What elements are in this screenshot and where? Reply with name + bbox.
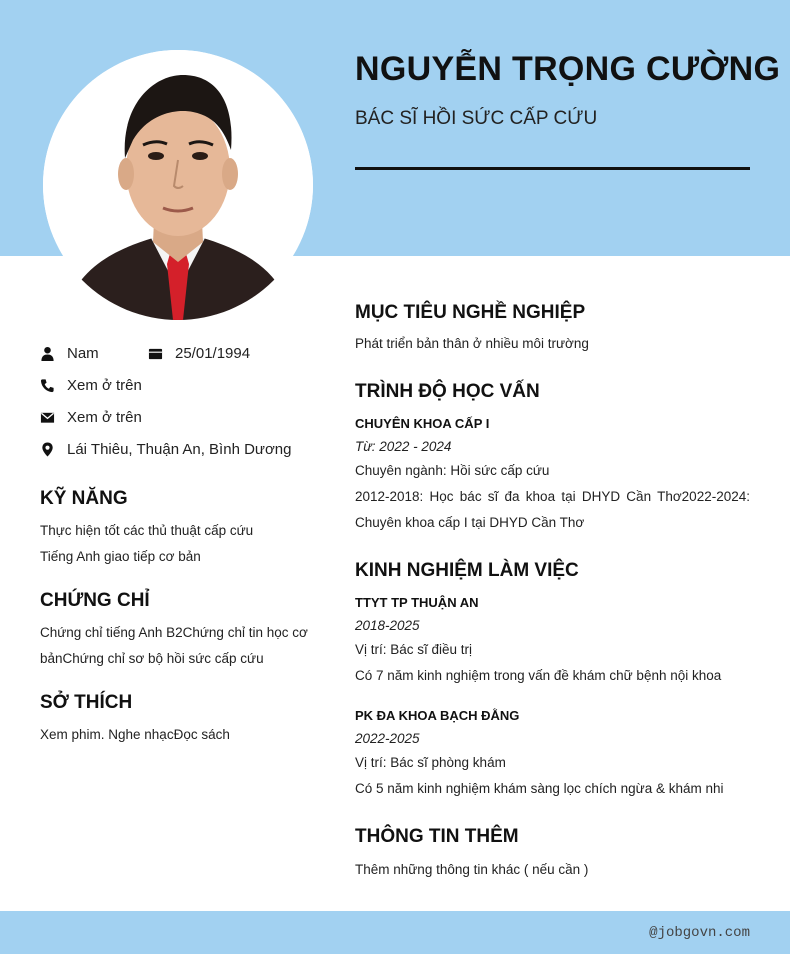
email-value: Xem ở trên <box>67 408 142 426</box>
gender-value: Nam <box>67 344 99 362</box>
hobbies-heading: SỞ THÍCH <box>40 692 133 713</box>
additional-info-heading: THÔNG TIN THÊM <box>355 826 519 847</box>
job-org: PK ĐA KHOA BẠCH ĐẰNG <box>355 708 520 723</box>
title-divider <box>355 167 750 170</box>
additional-info-text: Thêm những thông tin khác ( nếu cần ) <box>355 862 589 877</box>
skill-item: Tiếng Anh giao tiếp cơ bản <box>40 549 201 564</box>
location-pin-icon <box>40 442 55 457</box>
job-description: Có 7 năm kinh nghiệm trong vấn đề khám chữ bệnh nội khoa <box>355 668 722 683</box>
info-row-gender-birthdate <box>40 343 250 363</box>
objective-text: Phát triển bản thân ở nhiều môi trường <box>355 336 589 351</box>
education-heading: TRÌNH ĐỘ HỌC VẤN <box>355 381 540 402</box>
objective-heading: MỤC TIÊU NGHỀ NGHIỆP <box>355 302 586 323</box>
job-period: 2018-2025 <box>355 618 420 633</box>
info-row-email <box>40 407 142 427</box>
education-period: Từ: 2022 - 2024 <box>355 439 452 454</box>
certificates-text: Chứng chỉ tiếng Anh B2Chứng chỉ tin học cơ bảnChứng chỉ sơ bộ hồi sức cấp cứu <box>40 625 308 666</box>
certificates-heading: CHỨNG CHỈ <box>40 590 150 611</box>
job-position: Vị trí: Bác sĩ điều trị <box>355 642 473 657</box>
skills-heading: KỸ NĂNG <box>40 488 128 509</box>
education-major: Chuyên ngành: Hồi sức cấp cứu <box>355 463 550 478</box>
mail-icon <box>40 410 55 425</box>
portrait-image <box>43 50 313 320</box>
phone-value: Xem ở trên <box>67 376 142 394</box>
job-title: BÁC SĨ HỒI SỨC CẤP CỨU <box>355 108 598 129</box>
education-degree: CHUYÊN KHOA CẤP I <box>355 416 490 431</box>
footer-brand: @jobgovn.com <box>649 925 750 941</box>
job-org: TTYT TP THUẬN AN <box>355 595 479 610</box>
education-details: 2012-2018: Học bác sĩ đa khoa tại DHYD Cần Thơ2022-2024: Chuyên khoa cấp I tại DHYD Cần Thơ <box>355 489 750 530</box>
candidate-name: NGUYỄN TRỌNG CƯỜNG <box>355 50 781 88</box>
info-row-address <box>40 439 291 459</box>
experience-heading: KINH NGHIỆM LÀM VIỆC <box>355 560 579 581</box>
job-description: Có 5 năm kinh nghiệm khám sàng lọc chích ngừa & khám nhi <box>355 781 724 796</box>
birthdate-value: 25/01/1994 <box>175 344 251 362</box>
phone-icon <box>40 378 55 393</box>
job-period: 2022-2025 <box>355 731 420 746</box>
address-value: Lái Thiêu, Thuận An, Bình Dương <box>67 440 292 458</box>
skill-item: Thực hiện tốt các thủ thuật cấp cứu <box>40 523 254 538</box>
info-row-phone <box>40 375 142 395</box>
person-icon <box>40 346 55 361</box>
job-position: Vị trí: Bác sĩ phòng khám <box>355 755 506 770</box>
profile-photo <box>43 50 313 320</box>
hobbies-text: Xem phim. Nghe nhạcĐọc sách <box>40 727 230 742</box>
calendar-icon <box>148 346 163 361</box>
